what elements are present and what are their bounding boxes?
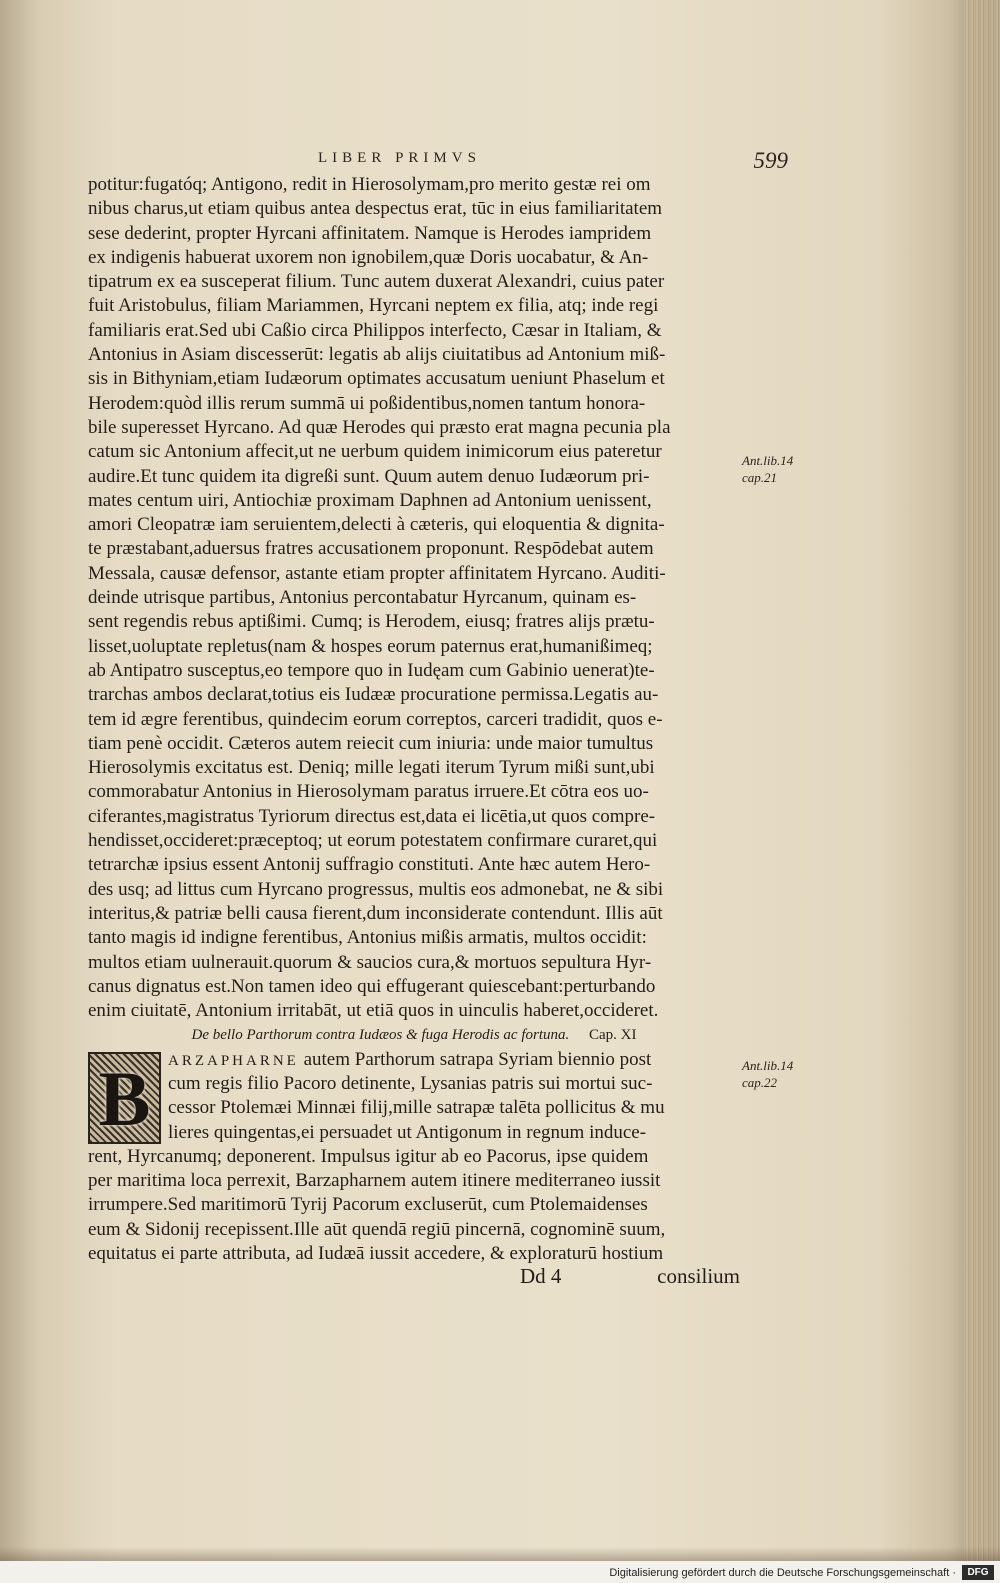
text-line: bile superesset Hyrcano. Ad quæ Herodes qui præsto erat magna pecunia pla xyxy=(88,416,671,438)
text-line: deinde utrisque partibus, Antonius percontabatur Hyrcanum, quinam es- xyxy=(88,587,637,609)
text-line: Herodem:quòd illis rerum summā ui poßidentibus,nomen tantum honora- xyxy=(88,392,646,414)
signature-mark: Dd 4 xyxy=(520,1264,562,1288)
chapter-heading xyxy=(88,1023,740,1047)
text-line: equitatus ei parte attributa, ad Iudæā iussit accedere, & exploraturū hostium xyxy=(88,1243,664,1265)
decorated-initial xyxy=(88,1052,161,1144)
marginal-note-line: Ant.lib.14 xyxy=(742,453,794,468)
chapter-heading-text: De bello Parthorum contra Iudæos & fuga Herodis ac fortuna. xyxy=(191,1027,570,1044)
text-line: tanto magis id indigne ferentibus, Antonius mißis armatis, multos occidit: xyxy=(88,927,647,949)
text-line: mates centum uiri, Antiochiæ proximam Daphnen ad Antonium uenissent, xyxy=(88,489,652,511)
text-line: audire.Et tunc quidem ita digreßi sunt. Quum autem denuo Iudæorum pri- xyxy=(88,465,650,487)
main-text xyxy=(88,173,740,1266)
text-line: sis in Bithyniam,etiam Iudæorum optimates accusatum ueniunt Phaselum et xyxy=(88,368,665,390)
text-line: hendisset,occideret:præceptoq; ut eorum potestatem confirmare curaret,qui xyxy=(88,830,658,852)
text-line: Hierosolymis excitatus est. Deniq; mille legati iterum Tyrum mißi sunt,ubi xyxy=(88,757,655,779)
text-line: enim ciuitatē, Antonium irritabāt, ut etiā quos in uinculis haberet,occideret. xyxy=(88,1000,659,1022)
marginal-note xyxy=(742,1057,812,1091)
text-line: interitus,& patriæ belli causa fierent,dum inconsiderate contendunt. Illis aūt xyxy=(88,902,663,924)
text-line: trarchas ambos declarat,totius eis Iudææ procuratione permissa.Legatis au- xyxy=(88,684,659,706)
text-line: ciferantes,magistratus Tyriorum directus est,data ei licētia,ut quos compre- xyxy=(88,805,656,827)
text-line: multos etiam uulnerauit.quorum & saucios cura,& mortuos sepultura Hyr- xyxy=(88,951,652,973)
page-number: 599 xyxy=(753,148,788,173)
text-line: tiam penè occidit. Cæteros autem reiecit cum iniuria: unde maior tumultus xyxy=(88,732,654,754)
text-line: tetrarchæ ipsius essent Antonij suffragio constituti. Ante hæc autem Hero- xyxy=(88,854,651,876)
footer-bar xyxy=(0,1561,1000,1583)
text-line: cum regis filio Pacoro detinente, Lysanias patris sui mortui suc- xyxy=(168,1072,653,1094)
text-line: cessor Ptolemæi Minnæi filij,mille satrapæ talēta pollicitus & mu xyxy=(168,1097,665,1119)
text-line: nibus charus,ut etiam quibus antea despectus erat, tūc in eius familiaritatem xyxy=(88,198,663,220)
marginal-note xyxy=(742,452,812,486)
text-line: des usq; ad littus cum Hyrcano progressus, multis eos admonebat, ne & sibi xyxy=(88,878,664,900)
text-line: canus dignatus est.Non tamen ideo qui effugerant quiescebant:perturbando xyxy=(88,975,656,997)
text-line: per maritima loca perrexit, Barzapharnem autem itinere mediterraneo iussit xyxy=(88,1170,661,1192)
catchword: consilium xyxy=(657,1264,740,1288)
chapter-number: Cap. XI xyxy=(589,1027,637,1044)
text-line: ab Antipatro susceptus,eo tempore quo in Iudęam cum Gabinio uenerat)te- xyxy=(88,659,655,681)
marginal-note-line: Ant.lib.14 xyxy=(742,1058,794,1073)
text-line: te præstabant,aduersus fratres accusationem proponunt. Respōdebat autem xyxy=(88,538,654,560)
footer-credit: Digitalisierung gefördert durch die Deutsche Forschungsgemeinschaft · xyxy=(609,1567,956,1579)
text-line: lisset,uoluptate repletus(nam & hospes eorum paternus erat,humanißimeq; xyxy=(88,635,653,657)
chapter-opening xyxy=(88,1048,740,1145)
page-edge xyxy=(964,0,1000,1583)
catchwords-line xyxy=(520,1264,740,1294)
running-title: LIBER PRIMVS xyxy=(318,150,481,166)
text-line: tipatrum ex ea susceperat filium. Tunc autem duxerat Alexandri, cuius pater xyxy=(88,271,665,293)
text-line: catum sic Antonium affecit,ut ne uerbum quidem inimicorum eius pateretur xyxy=(88,441,662,463)
text-line: eum & Sidonij recepissent.Ille aūt quendā regiū pincernā, cognominē suum, xyxy=(88,1218,666,1240)
text-line: Messala, causæ defensor, astante etiam propter affinitatem Hyrcano. Auditi- xyxy=(88,562,666,584)
lines-beside-initial xyxy=(88,1072,740,1145)
text-line: ex indigenis habuerat uxorem non ignobilem,quæ Doris uocabatur, & An- xyxy=(88,246,649,268)
text-line: fuit Aristobulus, filiam Mariammen, Hyrcani neptem ex filia, atq; inde regi xyxy=(88,295,659,317)
text-line xyxy=(88,1048,740,1072)
first-word: ARZAPHARNE xyxy=(168,1052,299,1069)
text-line: Antonius in Asiam discesserūt: legatis ab alijs ciuitatibus ad Antonium miß- xyxy=(88,344,666,366)
first-line-rest: autem Parthorum satrapa Syriam biennio post xyxy=(298,1048,652,1070)
text-line: tem id ægre ferentibus, quindecim eorum correptos, carceri tradidit, quos e- xyxy=(88,708,663,730)
marginal-note-line: cap.21 xyxy=(742,470,778,485)
page-bottom-shadow xyxy=(0,1547,1000,1561)
text-line: commorabatur Antonius in Hierosolymam paratus irruere.Et cōtra eos uo- xyxy=(88,781,649,803)
text-line: lieres quingentas,ei persuadet ut Antigonum in regnum induce- xyxy=(168,1121,647,1143)
text-line: rent, Hyrcanumq; deponerent. Impulsus igitur ab eo Pacorus, ipse quidem xyxy=(88,1145,649,1167)
text-line: sese dederint, propter Hyrcani affinitatem. Namque is Herodes iampridem xyxy=(88,222,652,244)
text-line: amori Cleopatræ iam seruientem,delecti à cæteris, qui eloquentia & dignita- xyxy=(88,514,665,536)
marginal-note-line: cap.22 xyxy=(742,1075,778,1090)
text-line: familiaris erat.Sed ubi Caßio circa Philippos interfecto, Cæsar in Italiam, & xyxy=(88,319,662,341)
text-line: sent regendis rebus aptißimi. Cumq; is Herodem, eiusq; fratres alijs prætu- xyxy=(88,611,655,633)
chapter-text xyxy=(88,1145,740,1266)
text-line: irrumpere.Sed maritimorū Tyrij Pacorum excluserūt, cum Ptolemaidenses xyxy=(88,1194,648,1216)
body-lines xyxy=(88,173,740,1023)
text-line: potitur:fugatóq; Antigono, redit in Hierosolymam,pro merito gestæ rei om xyxy=(88,174,651,195)
initial-letter: B xyxy=(98,1054,151,1142)
dfg-logo: DFG xyxy=(962,1565,994,1580)
